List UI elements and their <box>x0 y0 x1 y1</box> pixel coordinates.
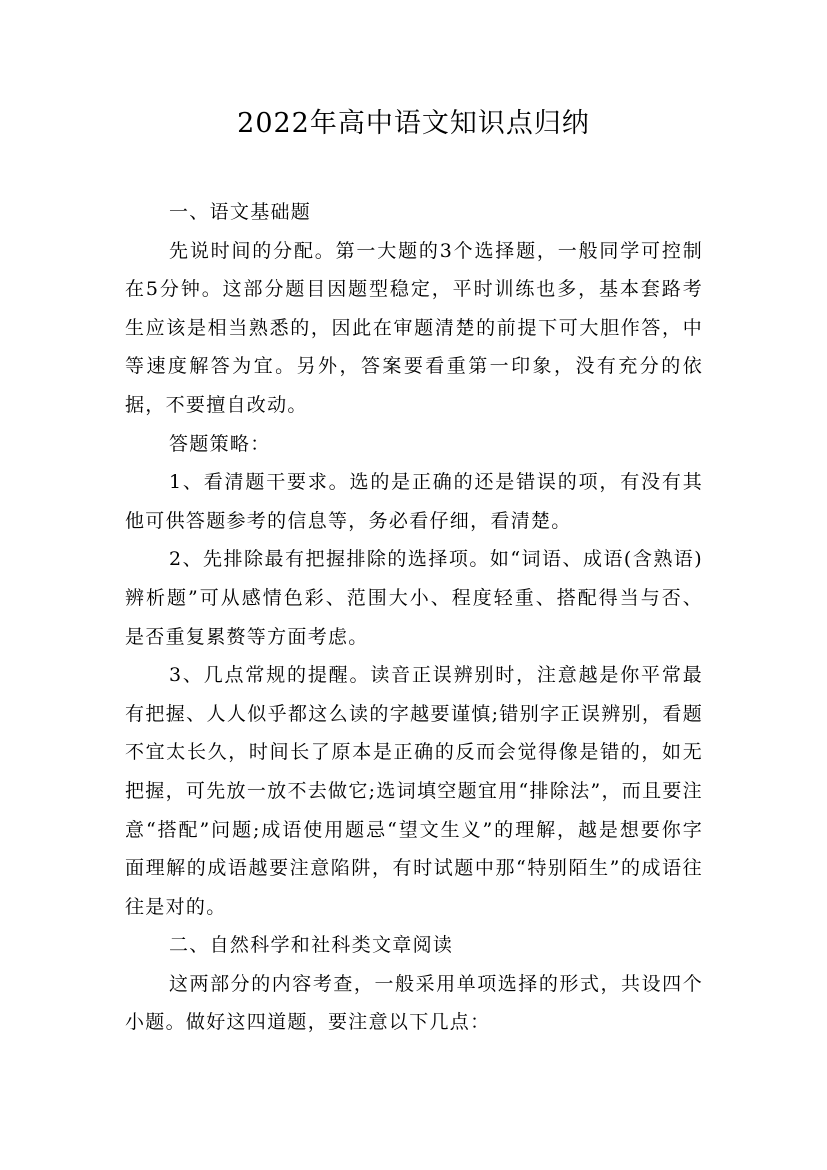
paragraph-strategy-3: 3、几点常规的提醒。读音正误辨别时，注意越是你平常最有把握、人人似乎都这么读的字越要谨慎;错别字正误辨别，看题不宜太长久，时间长了原本是正确的反而会觉得像是错的，如无把握，可先放一放不去做它;选词填空题宜用“排除法”，而且要注意“搭配”问题;成语使用题忌“望文生义”的理解，越是想要你字面理解的成语越要注意陷阱，有时试题中那“特别陌生”的成语往往是对的。 <box>125 664 703 918</box>
paragraph-strategy-2: 2、先排除最有把握排除的选择项。如“词语、成语(含熟语)辨析题”可从感情色彩、范围大小、程度轻重、搭配得当与否、是否重复累赘等方面考虑。 <box>125 548 703 648</box>
paragraph-reading-intro: 这两部分的内容考查，一般采用单项选择的形式，共设四个小题。做好这四道题，要注意以下几点： <box>125 972 703 1034</box>
section-heading-basics: 一、语文基础题 <box>169 201 312 223</box>
paragraph-strategy-label: 答题策略： <box>169 432 271 455</box>
section-heading-reading: 二、自然科学和社科类文章阅读 <box>169 934 454 957</box>
paragraph-time-allocation: 先说时间的分配。第一大题的3个选择题，一般同学可控制在5分钟。这部分题目因题型稳定，平时训练也多，基本套路考生应该是相当熟悉的，因此在审题清楚的前提下可大胆作答，中等速度解答为宜。另外，答案要看重第一印象，没有充分的依据，不要擅自改动。 <box>125 239 703 416</box>
paragraph-strategy-1: 1、看清题干要求。选的是正确的还是错误的项，有没有其他可供答题参考的信息等，务必看仔细，看清楚。 <box>125 471 703 532</box>
document-title: 2022年高中语文知识点归纳 <box>237 108 590 139</box>
document-body <box>125 193 703 1042</box>
